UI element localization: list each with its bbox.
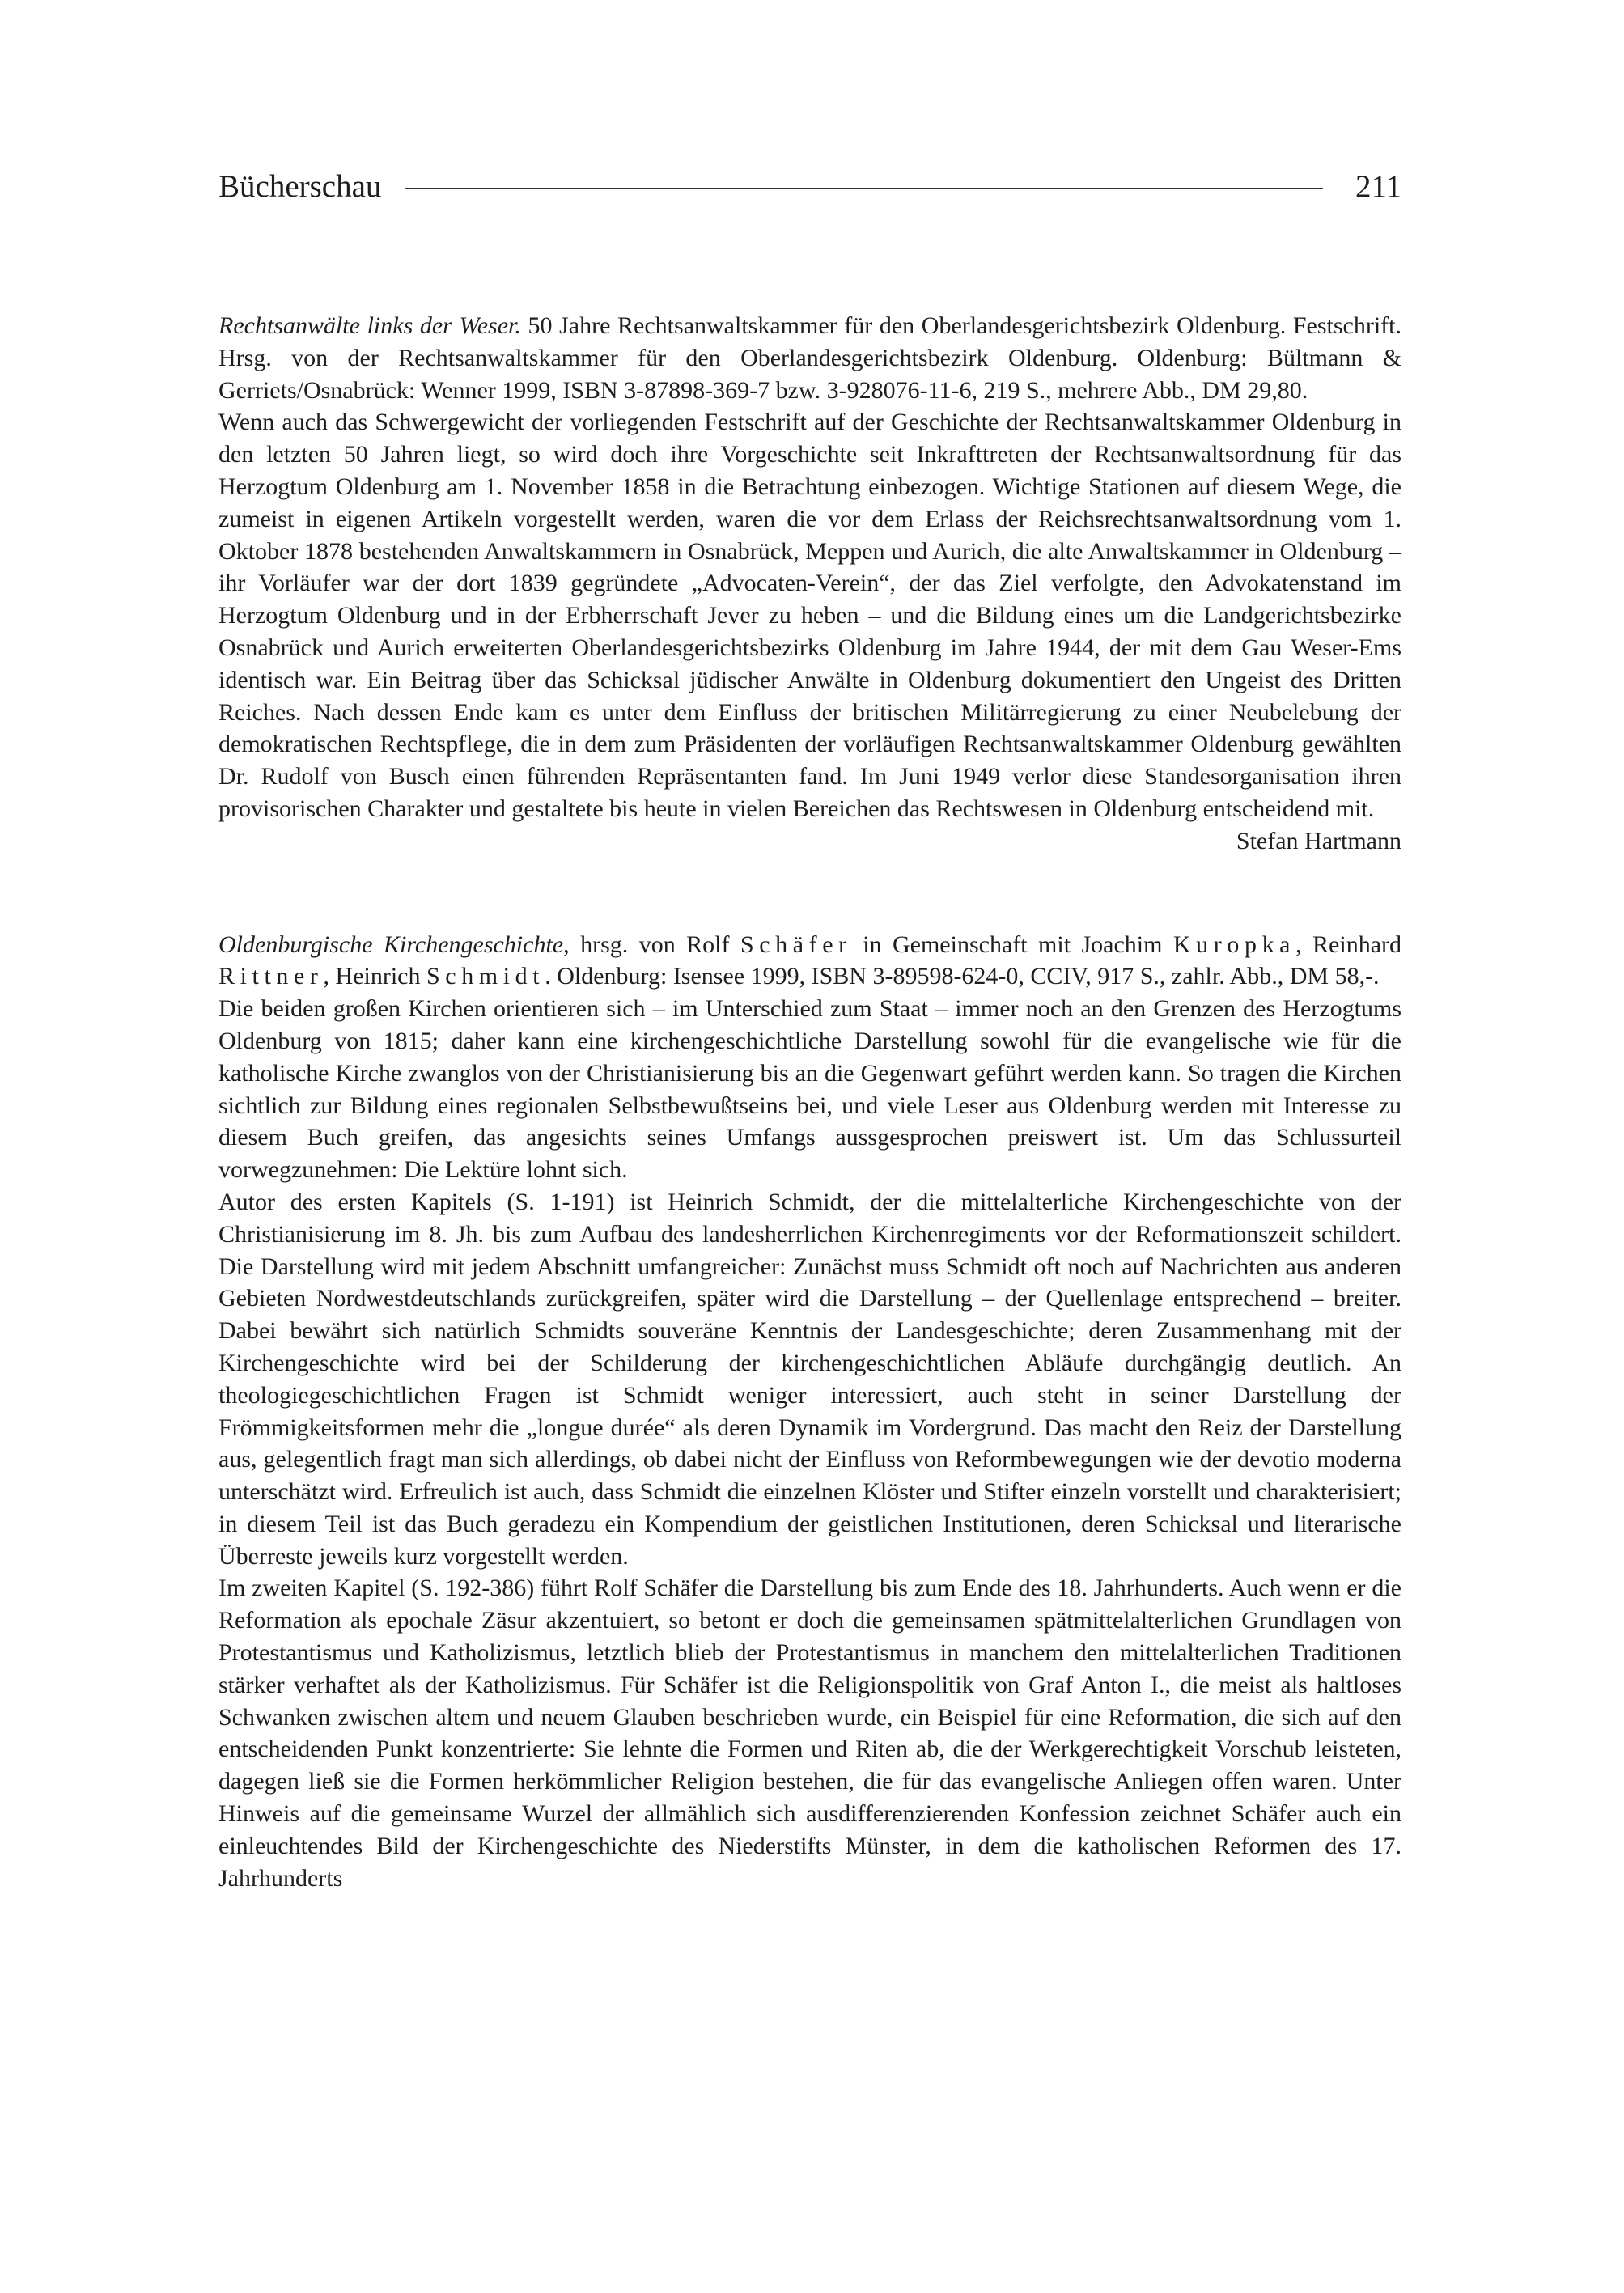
book-title: Oldenburgische Kirchengeschichte — [218, 930, 564, 958]
bibliographic-text: in Gemeinschaft mit Joachim — [851, 930, 1173, 958]
bibliographic-details: . Oldenburg: Isensee 1999, ISBN 3-89598-624-0, CCIV, 917 S., zahlr. Abb., DM 58,-. — [545, 963, 1380, 990]
section-title: Bücherschau — [218, 169, 382, 204]
coeditor-name: Schmidt — [426, 963, 545, 990]
review-kirchengeschichte — [218, 929, 1401, 1895]
page-number: 211 — [1355, 169, 1401, 204]
coeditor-name: Kuropka — [1172, 930, 1296, 958]
book-title: Rechtsanwälte links der Weser. — [218, 312, 521, 339]
header-rule — [405, 188, 1323, 189]
reviewer-name: Stefan Hartmann — [1236, 827, 1401, 854]
review-paragraph: Autor des ersten Kapitels (S. 1-191) ist Heinrich Schmidt, der die mittelalterliche Kirchengeschichte von der Christianisierung im 8. Jh. bis zum Aufbau des landesherrlichen Kirchenregiments vor der Reformationszeit schildert. Die Darstellung wird mit jedem Abschnitt umfangreicher: Zunächst muss Schmidt oft noch auf Nachrichten aus anderen Gebieten Nordwestdeutschlands zurückgreifen, später wird die Darstellung – der Quellenlage entsprechend – breiter. Dabei bewährt sich natürlich Schmidts souveräne Kenntnis der Landesgeschichte; deren Zusammenhang mit der Kirchengeschichte wird bei der Schilderung der kirchengeschichtlichen Abläufe durchgängig deutlich. An theologiegeschichtlichen Fragen ist Schmidt weniger interessiert, auch steht in seiner Darstellung der Frömmigkeitsformen mehr die „longue durée“ als deren Dynamik im Vordergrund. Das macht den Reiz der Darstellung aus, gelegentlich fragt man sich allerdings, ob dabei nicht der Einfluss von Reformbewegungen wie der devotio moderna unterschätzt wird. Erfreulich ist auch, dass Schmidt die einzelnen Klöster und Stifter einzeln vorstellt und charakterisiert; in diesem Teil ist das Buch geradezu ein Kompendium der geistlichen Institutionen, deren Schicksal und literarische Überreste jeweils kurz vorgestellt werden. — [218, 1188, 1401, 1570]
bibliographic-text: , Reinhard — [1295, 930, 1402, 958]
review-paragraph: Wenn auch das Schwergewicht der vorliegenden Festschrift auf der Geschichte der Rechtsanwaltskammer Oldenburg in den letzten 50 Jahren liegt, so wird doch ihre Vorgeschichte seit Inkrafttreten der Rechtsanwaltsordnung für das Herzogtum Oldenburg am 1. November 1858 in die Betrachtung einbezogen. Wichtige Stationen auf diesem Wege, die zumeist in eigenen Artikeln vorgestellt werden, waren die vor dem Erlass der Reichsrechtsanwaltsordnung vom 1. Oktober 1878 bestehenden Anwaltskammern in Osnabrück, Meppen und Aurich, die alte Anwaltskammer in Oldenburg – ihr Vorläufer war der dort 1839 gegründete „Advocaten-Verein“, der das Ziel verfolgte, den Advokatenstand im Herzogtum Oldenburg und in der Erbherrschaft Jever zu heben – und die Bildung eines um die Landgerichtsbezirke Osnabrück und Aurich erweiterten Oberlandesgerichtsbezirks Oldenburg im Jahre 1944, der mit dem Gau Weser-Ems identisch war. Ein Beitrag über das Schicksal jüdischer Anwälte in Oldenburg dokumentiert den Ungeist des Dritten Reiches. Nach dessen Ende kam es unter dem Einfluss der britischen Militärregierung zu einer Neubelebung der demokratischen Rechtspflege, die in dem zum Präsidenten der vorläufigen Rechtsanwaltskammer Oldenburg gewählten Dr. Rudolf von Busch einen führenden Repräsentanten fand. Im Juni 1949 verlor diese Standesorganisation ihren provisorischen Charakter und gestaltete bis heute in vielen Bereichen das Rechtswesen in Oldenburg entscheidend mit. — [218, 409, 1401, 822]
review-paragraph: Im zweiten Kapitel (S. 192-386) führt Rolf Schäfer die Darstellung bis zum Ende des 18. Jahrhunderts. Auch wenn er die Reformation als epochale Zäsur akzentuiert, so betont er doch die gemeinsamen spätmittelalterlichen Grundlagen von Protestantismus und Katholizismus, letztlich blieb der Protestantismus in manchem den mittelalterlichen Traditionen stärker verhaftet als der Katholizismus. Für Schäfer ist die Religionspolitik von Graf Anton I., die meist als haltloses Schwanken zwischen altem und neuem Glauben beschrieben wurde, ein Beispiel für eine Reformation, die sich auf den entscheidenden Punkt konzentrierte: Sie lehnte die Formen und Riten ab, die der Werkgerechtigkeit Vorschub leisteten, dagegen ließ sie die Formen herkömmlicher Religion bestehen, die für das evangelische Anliegen offen waren. Unter Hinweis auf die gemeinsame Wurzel der allmählich sich ausdifferenzierenden Konfession zeichnet Schäfer auch ein einleuchtendes Bild der Kirchengeschichte des Niederstifts Münster, in dem die katholischen Reformen des 17. Jahrhunderts — [218, 1575, 1401, 1892]
review-paragraph: Die beiden großen Kirchen orientieren sich – im Unterschied zum Staat – immer noch an den Grenzen des Herzogtums Oldenburg von 1815; daher kann eine kirchengeschichtliche Darstellung sowohl für die evangelische wie für die katholische Kirche zwanglos von der Christianisierung bis an die Gegenwart geführt werden kann. So tragen die Kirchen sichtlich zur Bildung eines regionalen Selbstbewußtseins bei, und viele Leser aus Oldenburg werden mit Interesse zu diesem Buch greifen, das angesichts seines Umfangs aussgesprochen preiswert ist. Um das Schlussurteil vorwegzunehmen: Die Lektüre lohnt sich. — [218, 995, 1401, 1184]
review-rechtsanwaelte — [218, 310, 1401, 858]
bibliographic-text: , hrsg. von Rolf — [563, 930, 740, 958]
running-head — [218, 166, 1401, 208]
coeditor-name: Rittner — [218, 963, 324, 990]
bibliographic-entry — [218, 310, 1401, 406]
page — [218, 166, 1401, 1894]
editor-name: Schäfer — [740, 930, 852, 958]
bibliographic-details: 50 Jahre Rechtsanwaltskammer für den Oberlandesgerichtsbezirk Oldenburg. Festschrift. Hrsg. von der Rechtsanwaltskammer für den Oberlandesgerichtsbezirk Oldenburg. Oldenburg: Bültmann & Gerriets/Osnabrück: Wenner 1999, ISBN 3-87898-369-7 bzw. 3-928076-11-6, 219 S., mehrere Abb., DM 29,80. — [218, 312, 1401, 404]
bibliographic-text: , Heinrich — [323, 963, 426, 990]
bibliographic-entry — [218, 929, 1401, 994]
